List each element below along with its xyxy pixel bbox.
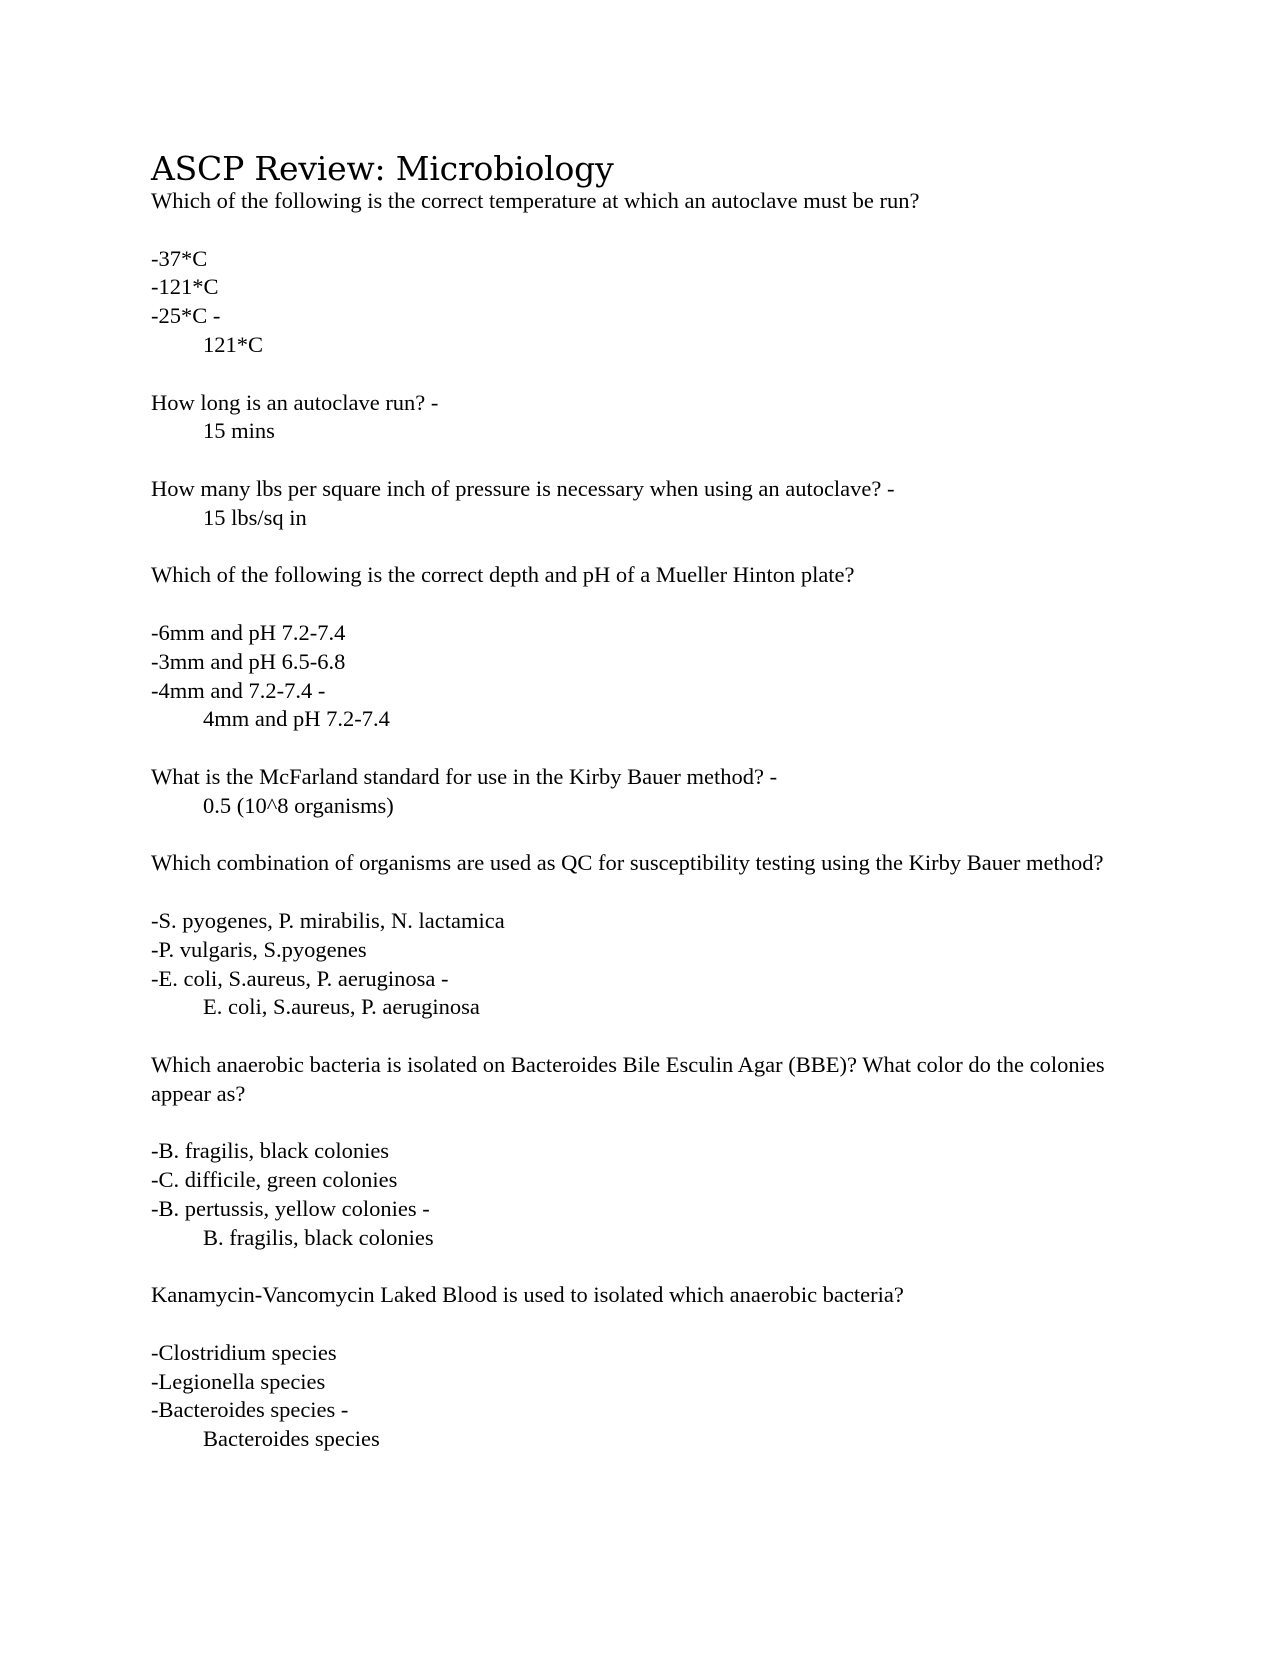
- question-block: [151, 849, 1131, 1022]
- spacer: [151, 1022, 1131, 1051]
- spacer: [151, 533, 1131, 562]
- document-page: [151, 148, 1131, 1454]
- question-prompt: Which combination of organisms are used as QC for susceptibility testing using the Kirby Bauer method?: [151, 850, 1104, 876]
- question-prompt: Which of the following is the correct temperature at which an autoclave must be run?: [151, 188, 920, 213]
- correct-answer: B. fragilis, black colonies: [203, 1224, 434, 1250]
- question-prompt: Which of the following is the correct depth and pH of a Mueller Hinton plate?: [151, 562, 855, 588]
- question-prompt: What is the McFarland standard for use in the Kirby Bauer method? -: [151, 763, 778, 789]
- spacer: [151, 216, 1131, 245]
- question-block: [151, 389, 1131, 447]
- question-prompt: Which anaerobic bacteria is isolated on Bacteroides Bile Esculin Agar (BBE)? What color do the colonies appear as?: [151, 1051, 1105, 1106]
- answer-option: -P. vulgaris, S.pyogenes: [151, 936, 367, 962]
- question-block: [151, 763, 1131, 821]
- answer-option: -4mm and 7.2-7.4 -: [151, 677, 326, 703]
- spacer: [151, 821, 1131, 850]
- correct-answer: 15 lbs/sq in: [203, 504, 307, 530]
- spacer: [151, 446, 1131, 475]
- answer-option: -Legionella species: [151, 1368, 326, 1394]
- question-prompt: How many lbs per square inch of pressure is necessary when using an autoclave? -: [151, 475, 895, 501]
- correct-answer: 4mm and pH 7.2-7.4: [203, 706, 390, 732]
- spacer: [151, 734, 1131, 763]
- answer-option: -C. difficile, green colonies: [151, 1167, 398, 1193]
- question-block: [151, 187, 1131, 360]
- answer-option: -B. fragilis, black colonies: [151, 1138, 390, 1164]
- spacer: [151, 878, 1131, 907]
- question-block: [151, 475, 1131, 533]
- spacer: [151, 360, 1131, 389]
- spacer: [151, 1310, 1131, 1339]
- correct-answer: Bacteroides species: [203, 1426, 380, 1452]
- answer-option: -B. pertussis, yellow colonies -: [151, 1195, 430, 1221]
- answer-option: -S. pyogenes, P. mirabilis, N. lactamica: [151, 907, 505, 933]
- answer-option: -121*C: [151, 274, 219, 300]
- question-block: [151, 561, 1131, 734]
- correct-answer: E. coli, S.aureus, P. aeruginosa: [203, 994, 480, 1020]
- spacer: [151, 1109, 1131, 1138]
- answer-option: -37*C: [151, 245, 208, 271]
- answer-option: -6mm and pH 7.2-7.4: [151, 619, 346, 645]
- document-title: ASCP Review: Microbiology: [151, 149, 614, 188]
- answer-option: -Clostridium species: [151, 1339, 337, 1365]
- answer-option: -E. coli, S.aureus, P. aeruginosa -: [151, 965, 449, 991]
- question-block: [151, 1051, 1131, 1253]
- question-prompt: Kanamycin-Vancomycin Laked Blood is used to isolated which anaerobic bacteria?: [151, 1282, 904, 1308]
- correct-answer: 121*C: [203, 331, 264, 357]
- answer-option: -25*C -: [151, 303, 221, 329]
- spacer: [151, 1252, 1131, 1281]
- answer-option: -Bacteroides species -: [151, 1397, 349, 1423]
- question-prompt: How long is an autoclave run? -: [151, 389, 439, 415]
- correct-answer: 15 mins: [203, 418, 275, 444]
- question-block: [151, 1281, 1131, 1454]
- correct-answer: 0.5 (10^8 organisms): [203, 792, 394, 818]
- answer-option: -3mm and pH 6.5-6.8: [151, 648, 346, 674]
- spacer: [151, 590, 1131, 619]
